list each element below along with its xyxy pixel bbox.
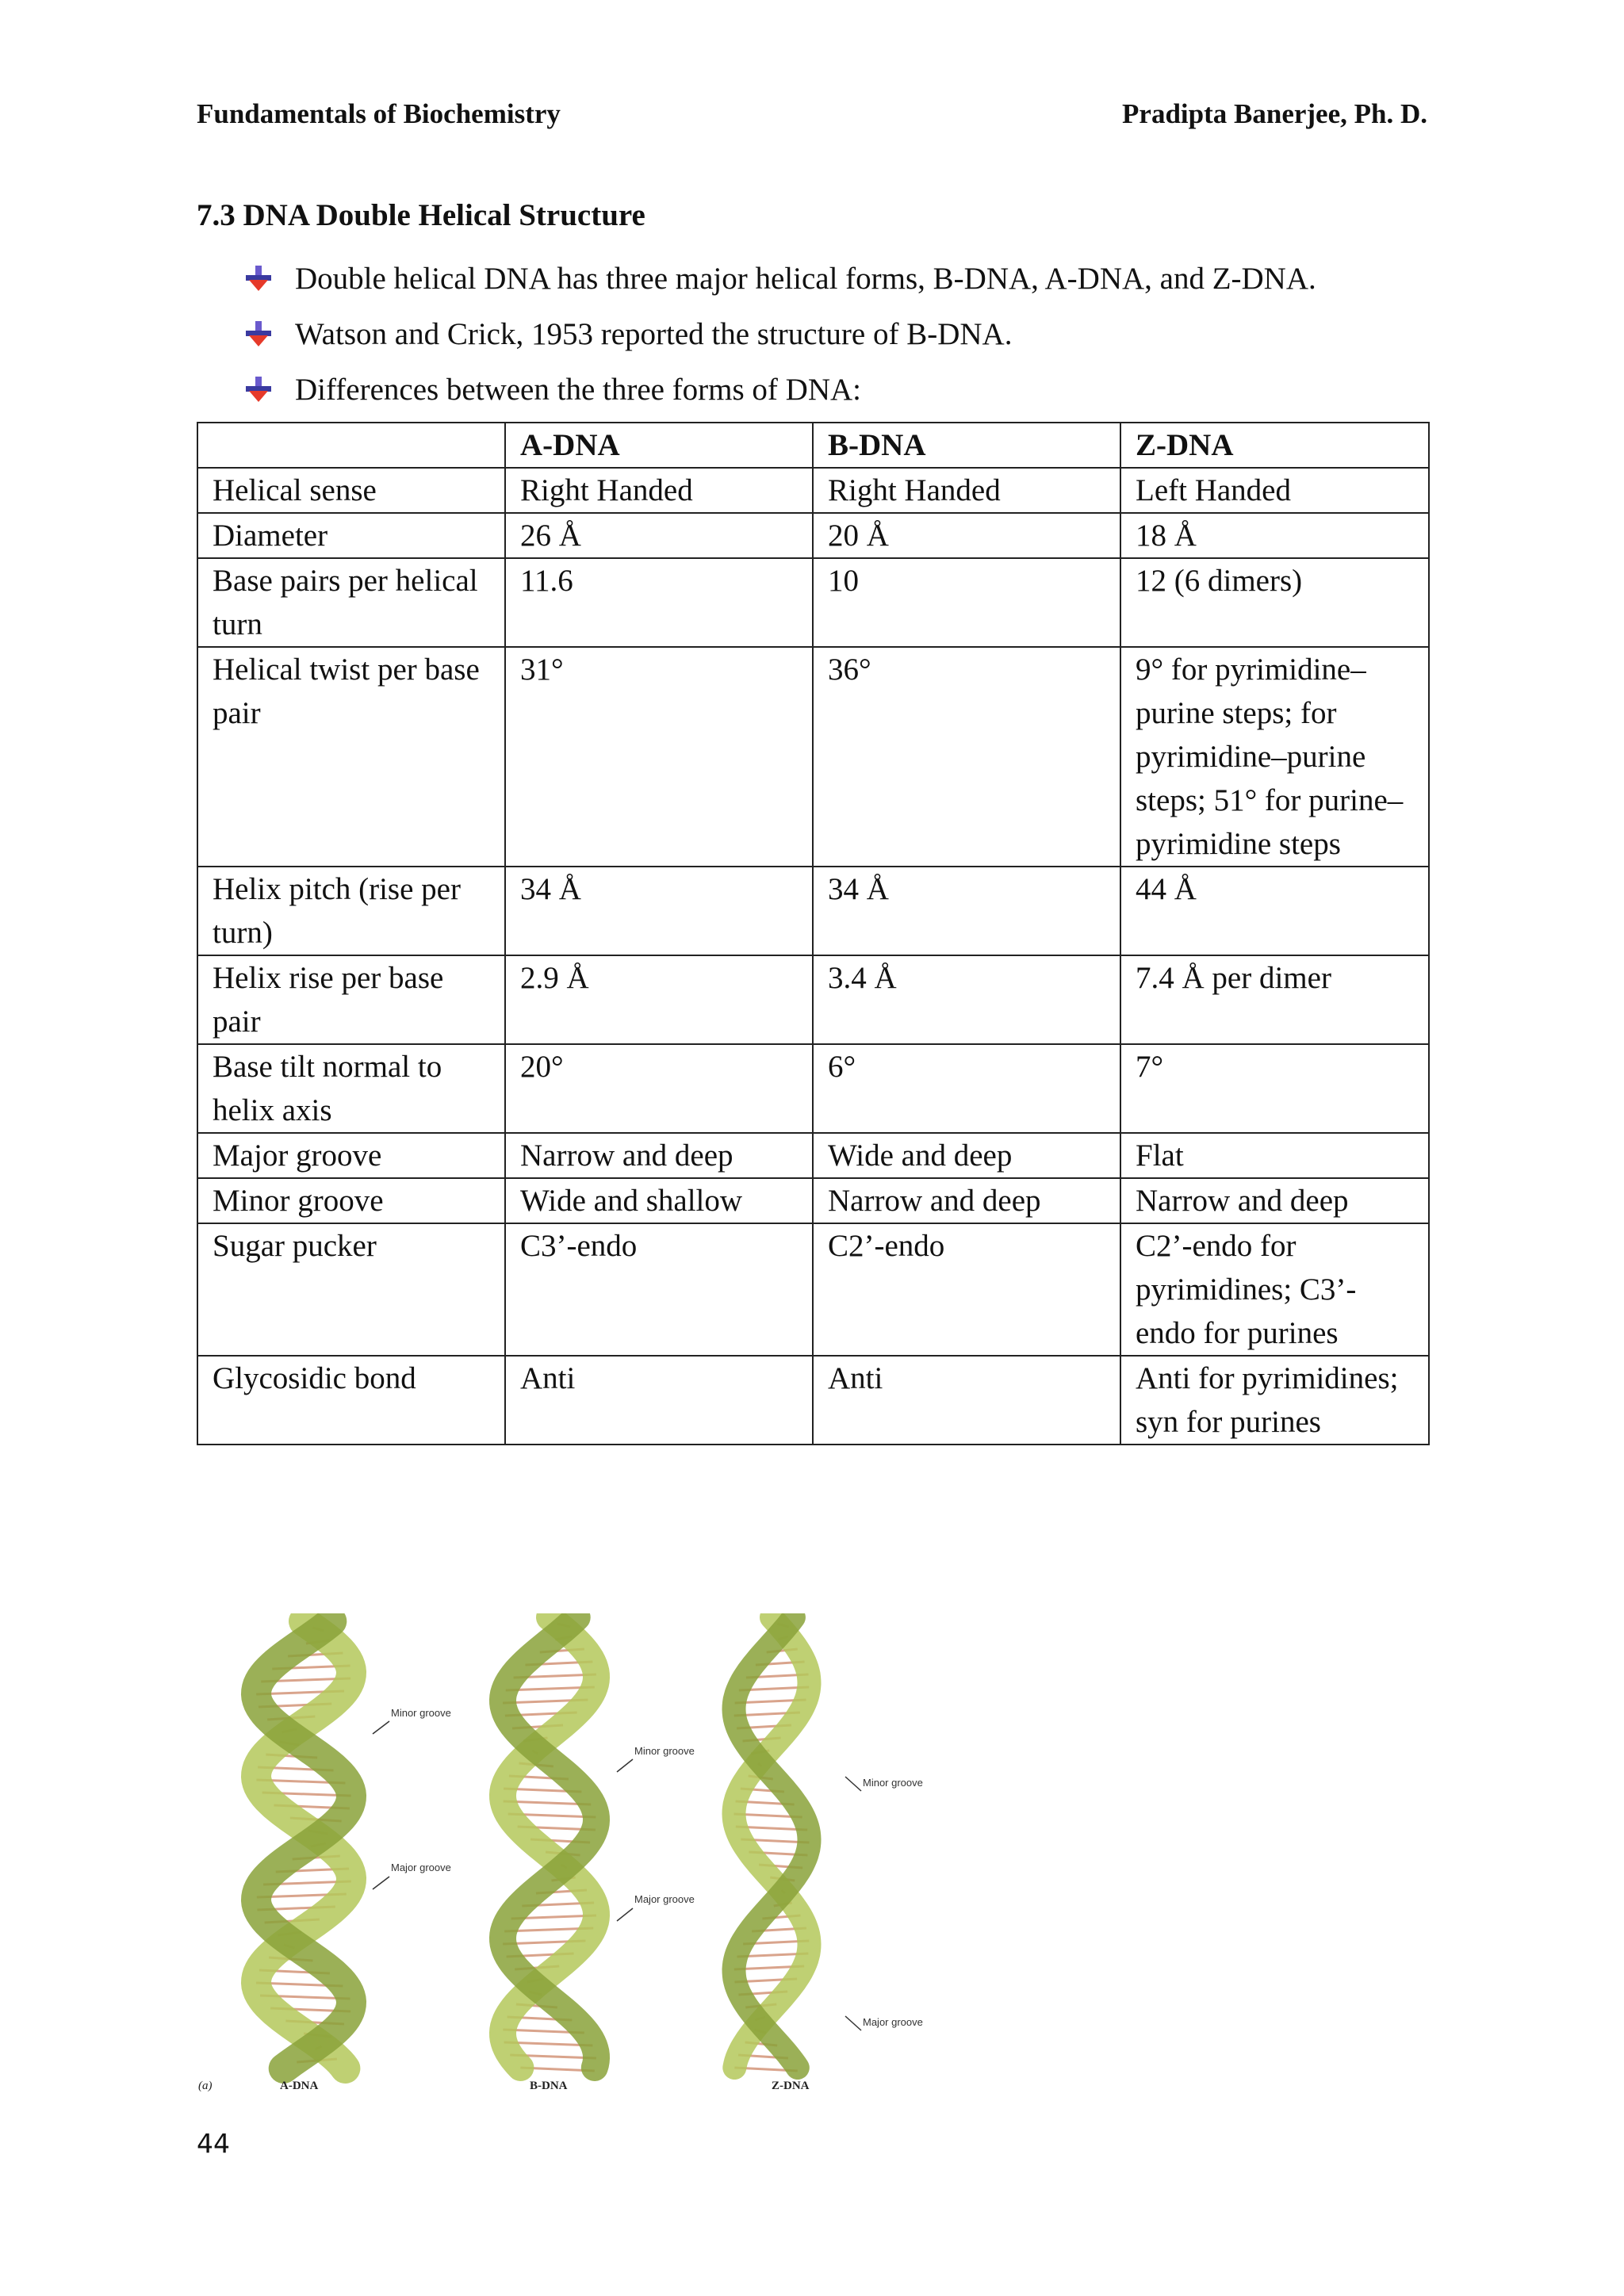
major-groove-arrow-b bbox=[617, 1908, 633, 1921]
table-cell: 10 bbox=[813, 558, 1120, 647]
table-cell: 12 (6 dimers) bbox=[1120, 558, 1429, 647]
table-header-cell: Z-DNA bbox=[1120, 423, 1429, 468]
bullet-text: Differences between the three forms of DNA: bbox=[295, 372, 861, 407]
running-header-title: Fundamentals of Biochemistry bbox=[197, 98, 561, 129]
table-cell: 7° bbox=[1120, 1044, 1429, 1133]
table-cell: 26 Å bbox=[505, 513, 813, 558]
table-row bbox=[197, 1044, 1429, 1133]
minor-groove-label-a: Minor groove bbox=[391, 1707, 451, 1719]
bullet-item bbox=[244, 362, 1316, 417]
arrow-bullet-icon bbox=[244, 375, 273, 404]
table-cell: Left Handed bbox=[1120, 468, 1429, 513]
table-cell: 7.4 Å per dimer bbox=[1120, 955, 1429, 1044]
b-dna-caption: B-DNA bbox=[530, 2080, 568, 2092]
table-cell: C3’-endo bbox=[505, 1223, 813, 1356]
table-row bbox=[197, 468, 1429, 513]
arrow-bullet-icon bbox=[244, 320, 273, 348]
panel-label: (a) bbox=[198, 2080, 213, 2092]
running-header-author: Pradipta Banerjee, Ph. D. bbox=[1122, 98, 1427, 129]
row-label-cell: Helical twist per base pair bbox=[197, 647, 505, 867]
table-row bbox=[197, 513, 1429, 558]
table-cell: 11.6 bbox=[505, 558, 813, 647]
row-label-cell: Diameter bbox=[197, 513, 505, 558]
row-label-cell: Base tilt normal to helix axis bbox=[197, 1044, 505, 1133]
table-cell: 20 Å bbox=[813, 513, 1120, 558]
b-dna-helix bbox=[503, 1617, 596, 2071]
row-label-cell: Sugar pucker bbox=[197, 1223, 505, 1356]
table-cell: 18 Å bbox=[1120, 513, 1429, 558]
arrow-bullet-icon bbox=[244, 264, 273, 293]
row-label-cell: Glycosidic bond bbox=[197, 1356, 505, 1445]
table-cell: Flat bbox=[1120, 1133, 1429, 1178]
page-number: 44 bbox=[197, 2128, 230, 2159]
row-label-cell: Major groove bbox=[197, 1133, 505, 1178]
table-cell: Anti for pyrimidines; syn for purines bbox=[1120, 1356, 1429, 1445]
table-row bbox=[197, 1223, 1429, 1356]
table-cell: Narrow and deep bbox=[813, 1178, 1120, 1223]
table-row bbox=[197, 558, 1429, 647]
table-cell: Wide and shallow bbox=[505, 1178, 813, 1223]
table-cell: Narrow and deep bbox=[505, 1133, 813, 1178]
table-header-cell: B-DNA bbox=[813, 423, 1120, 468]
row-label-cell: Helix pitch (rise per turn) bbox=[197, 867, 505, 955]
table-cell: Right Handed bbox=[505, 468, 813, 513]
table-cell: 9° for pyrimidine–purine steps; for pyrimidine–purine steps; 51° for purine–pyrimidine steps bbox=[1120, 647, 1429, 867]
major-groove-arrow-z bbox=[845, 2016, 861, 2030]
table-cell: C2’-endo for pyrimidines; C3’-endo for purines bbox=[1120, 1223, 1429, 1356]
z-dna-helix bbox=[734, 1617, 810, 2071]
minor-groove-arrow-a bbox=[373, 1721, 389, 1734]
table-cell: 2.9 Å bbox=[505, 955, 813, 1044]
major-groove-label-a: Major groove bbox=[391, 1862, 451, 1873]
row-label-cell: Base pairs per helical turn bbox=[197, 558, 505, 647]
bullet-text: Double helical DNA has three major helical forms, B-DNA, A-DNA, and Z-DNA. bbox=[295, 261, 1316, 296]
table-cell: 31° bbox=[505, 647, 813, 867]
minor-groove-arrow-z bbox=[845, 1777, 861, 1791]
table-cell: 34 Å bbox=[505, 867, 813, 955]
a-dna-caption: A-DNA bbox=[280, 2080, 319, 2092]
section-title: 7.3 DNA Double Helical Structure bbox=[197, 198, 645, 232]
major-groove-arrow-a bbox=[373, 1877, 389, 1889]
table-cell: 6° bbox=[813, 1044, 1120, 1133]
row-label-cell: Minor groove bbox=[197, 1178, 505, 1223]
table-cell: 34 Å bbox=[813, 867, 1120, 955]
table-row bbox=[197, 647, 1429, 867]
bullet-item bbox=[244, 306, 1316, 362]
minor-groove-arrow-b bbox=[617, 1759, 633, 1772]
table-cell: Narrow and deep bbox=[1120, 1178, 1429, 1223]
minor-groove-label-b: Minor groove bbox=[634, 1745, 695, 1757]
table-row bbox=[197, 867, 1429, 955]
table-cell: 3.4 Å bbox=[813, 955, 1120, 1044]
major-groove-label-b: Major groove bbox=[634, 1893, 695, 1905]
dna-forms-table bbox=[197, 422, 1430, 1445]
table-cell: Anti bbox=[813, 1356, 1120, 1445]
bullet-item bbox=[244, 251, 1316, 306]
bullet-list bbox=[244, 251, 1316, 417]
table-cell: 20° bbox=[505, 1044, 813, 1133]
dna-helix-figure bbox=[197, 1613, 926, 2097]
z-dna-caption: Z-DNA bbox=[772, 2080, 810, 2092]
table-cell: Right Handed bbox=[813, 468, 1120, 513]
table-header-row bbox=[197, 423, 1429, 468]
table-row bbox=[197, 955, 1429, 1044]
table-row bbox=[197, 1356, 1429, 1445]
row-label-cell: Helix rise per base pair bbox=[197, 955, 505, 1044]
bullet-text: Watson and Crick, 1953 reported the structure of B-DNA. bbox=[295, 316, 1013, 351]
major-groove-label-z: Major groove bbox=[863, 2016, 923, 2028]
table-cell: 44 Å bbox=[1120, 867, 1429, 955]
minor-groove-label-z: Minor groove bbox=[863, 1777, 923, 1789]
table-row bbox=[197, 1178, 1429, 1223]
row-label-cell: Helical sense bbox=[197, 468, 505, 513]
table-cell: C2’-endo bbox=[813, 1223, 1120, 1356]
a-dna-helix bbox=[256, 1621, 351, 2068]
table-header-cell: A-DNA bbox=[505, 423, 813, 468]
table-cell: 36° bbox=[813, 647, 1120, 867]
table-cell: Wide and deep bbox=[813, 1133, 1120, 1178]
table-row bbox=[197, 1133, 1429, 1178]
table-header-cell bbox=[197, 423, 505, 468]
table-cell: Anti bbox=[505, 1356, 813, 1445]
